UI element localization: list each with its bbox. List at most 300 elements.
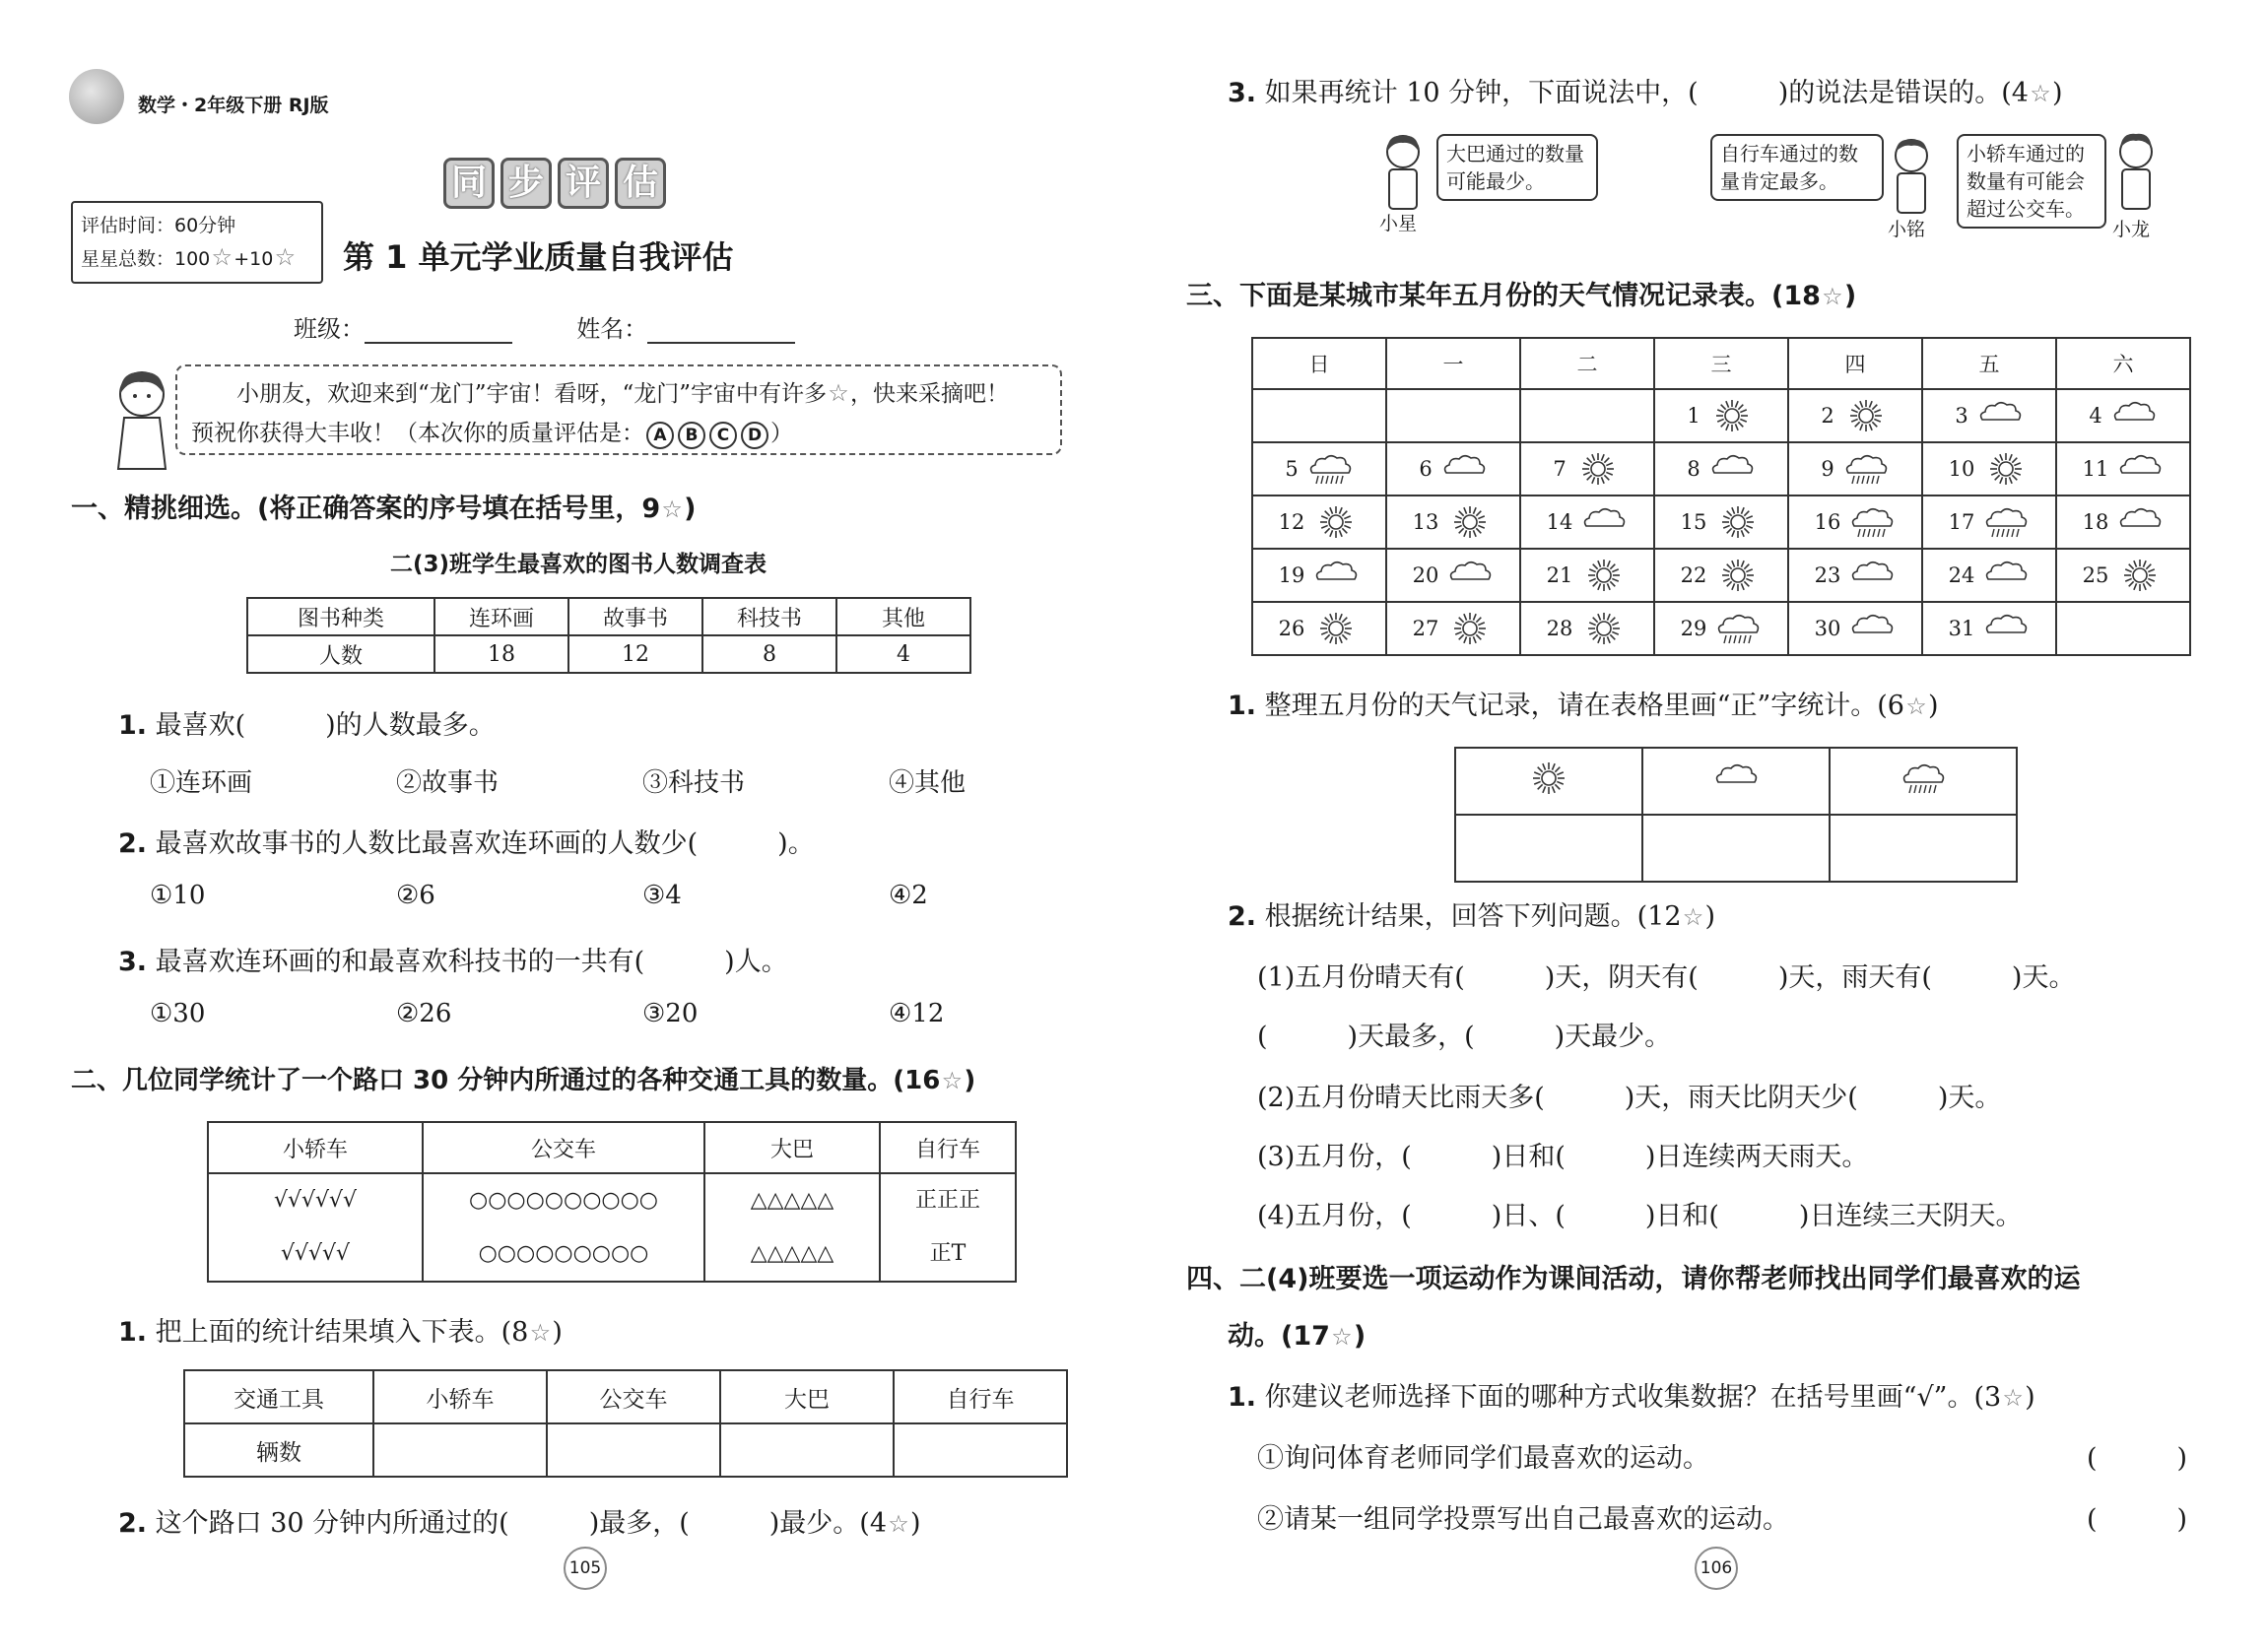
day-content — [2057, 504, 2189, 540]
question-number: 1. — [118, 1317, 148, 1348]
calendar-day-cell — [1654, 549, 1788, 602]
weather-tally-table — [1454, 747, 2018, 883]
speech-bubble: 自行车通过的数量肯定最多。 — [1710, 134, 1884, 201]
day-content — [1789, 611, 1921, 646]
table-cell: 连环画 — [434, 598, 568, 635]
table-cell — [880, 1173, 1016, 1282]
cloud-icon — [1712, 760, 1760, 796]
intro-speech-bubble — [175, 364, 1062, 455]
calendar-day-cell — [1788, 442, 1922, 496]
option[interactable]: ③20 — [642, 999, 699, 1028]
calendar-day-cell — [1788, 389, 1922, 442]
day-number: 9 — [1821, 457, 1834, 481]
day-number: 28 — [1546, 617, 1573, 640]
day-content — [1655, 611, 1787, 646]
banner-char: 评 — [558, 158, 609, 209]
day-content — [1521, 558, 1653, 593]
options-1-3 — [150, 999, 1036, 1028]
grade-c[interactable]: C — [709, 422, 737, 449]
calendar-day-cell — [1386, 389, 1520, 442]
option-4-1-1: ①询问体育老师同学们最喜欢的运动。 — [1257, 1443, 1709, 1474]
sub-question-1b: ( )天最多，( )天最少。 — [1257, 1022, 1672, 1052]
cloud-icon — [1312, 558, 1360, 593]
cloud-icon — [1982, 611, 2030, 646]
table-row — [184, 1423, 1067, 1477]
calendar-day-cell — [1654, 442, 1788, 496]
day-number: 27 — [1412, 617, 1439, 640]
calendar-day-cell — [1386, 602, 1520, 655]
day-content — [1923, 558, 2055, 593]
question-text: 最喜欢连环画的和最喜欢科技书的一共有( )人。 — [155, 947, 788, 977]
table-cell — [1455, 748, 1642, 815]
speech-bubble: 小轿车通过的数量有可能会超过公交车。 — [1957, 134, 2106, 229]
option[interactable]: ④其他 — [889, 768, 967, 798]
sun-icon — [1580, 611, 1628, 646]
table-row — [1252, 602, 2190, 655]
calendar-day-cell — [1654, 496, 1788, 549]
sub-question-3: (3)五月份，( )日和( )日连续两天雨天。 — [1257, 1142, 1869, 1172]
star-icon: ☆ — [828, 379, 849, 407]
day-content — [1655, 451, 1787, 487]
intro-text-end: ） — [770, 421, 793, 446]
section2-title-text: 二、几位同学统计了一个路口 30 分钟内所通过的各种交通工具的数量。(16 — [71, 1066, 941, 1095]
section2-title — [71, 1060, 975, 1096]
day-content — [1789, 398, 1921, 433]
calendar-day-cell — [1922, 496, 2056, 549]
calendar-day-cell — [1252, 602, 1386, 655]
day-number: 3 — [1955, 404, 1968, 428]
kid-xiaoxing-icon — [1375, 130, 1431, 215]
answer-cell[interactable] — [720, 1423, 894, 1477]
table-cell — [423, 1173, 704, 1282]
day-number: 6 — [1419, 457, 1433, 481]
cloud-icon — [1848, 558, 1896, 593]
sun-icon — [1312, 611, 1360, 646]
table-cell: 4 — [836, 635, 970, 673]
intro-text-c: 预祝你获得大丰收！（本次你的质量评估是： — [191, 421, 644, 446]
table-cell: 其他 — [836, 598, 970, 635]
option[interactable]: ③4 — [642, 881, 682, 910]
book-survey-table — [246, 597, 971, 674]
tally-marks: ○○○○○○○○○○ — [469, 1188, 658, 1213]
right-page — [1133, 0, 2267, 1652]
question-2-3 — [1228, 71, 2063, 109]
rain-cloud-icon — [1842, 451, 1890, 487]
table-row — [184, 1370, 1067, 1423]
girl-avatar-icon — [106, 366, 177, 475]
cloud-icon — [2116, 451, 2164, 487]
question-text: 最喜欢故事书的人数比最喜欢连环画的人数少( )。 — [155, 828, 815, 859]
table-cell: 辆数 — [184, 1423, 373, 1477]
calendar-day-cell — [1386, 496, 1520, 549]
section4-title2-end: ) — [1353, 1321, 1367, 1352]
cloud-icon — [2110, 398, 2158, 433]
intro-line1 — [191, 374, 1046, 414]
day-content — [1789, 451, 1921, 487]
sun-icon — [1842, 398, 1890, 433]
question-2-2 — [118, 1501, 921, 1540]
cloud-icon — [1712, 773, 1760, 803]
day-number: 21 — [1546, 563, 1573, 587]
table-row — [1252, 496, 2190, 549]
star-icon: ☆ — [888, 1510, 909, 1538]
question-text-end: ) — [1704, 901, 1716, 932]
banner-char: 同 — [443, 158, 495, 209]
answer-cell[interactable] — [373, 1423, 547, 1477]
calendar-day-cell — [1520, 602, 1654, 655]
question-text: 根据统计结果，回答下列问题。(12 — [1264, 901, 1682, 932]
cloud-icon — [1848, 611, 1896, 646]
day-content — [1655, 558, 1787, 593]
table-cell: 故事书 — [568, 598, 702, 635]
star-icon: ☆ — [941, 1067, 964, 1094]
day-number: 2 — [1821, 404, 1834, 428]
calendar-day-cell — [2056, 549, 2190, 602]
star-icon: ☆ — [1682, 903, 1704, 931]
calendar-day-cell — [1520, 389, 1654, 442]
question-text: 把上面的统计结果填入下表。(8 — [155, 1317, 529, 1348]
cloud-icon — [2116, 504, 2164, 540]
calendar-day-cell — [2056, 442, 2190, 496]
table-cell: 公交车 — [423, 1122, 704, 1173]
cloud-icon — [1982, 558, 2030, 593]
option[interactable]: ①30 — [150, 999, 206, 1028]
option[interactable]: ①连环画 — [150, 768, 253, 798]
kid-name: 小铭 — [1888, 219, 1926, 240]
day-number: 31 — [1948, 617, 1975, 640]
sun-icon — [1574, 451, 1622, 487]
day-number: 20 — [1412, 563, 1439, 587]
day-content — [1521, 451, 1653, 487]
question-text-end: ) — [910, 1508, 921, 1539]
kid-xiaolong-icon — [2108, 130, 2164, 215]
day-content — [1923, 451, 2055, 487]
weekday-header: 日 — [1252, 338, 1386, 389]
day-content — [1387, 558, 1519, 593]
day-content — [1923, 611, 2055, 646]
question-text-end: ) — [1927, 691, 1939, 721]
answer-cell[interactable] — [1642, 815, 1830, 882]
answer-cell[interactable] — [1830, 815, 2017, 882]
sun-icon — [1714, 504, 1762, 540]
eval-info-box — [71, 201, 323, 284]
section1-title — [71, 487, 696, 525]
calendar-day-cell — [1788, 602, 1922, 655]
table-cell: 公交车 — [547, 1370, 720, 1423]
intro-text-b: ，快来采摘吧！ — [850, 381, 1010, 407]
table-cell: 科技书 — [702, 598, 836, 635]
tally-marks: √√√√√√ — [273, 1188, 358, 1213]
calendar-day-cell — [2056, 602, 2190, 655]
question-1-3 — [118, 940, 788, 978]
question-number: 1. — [1228, 1382, 1257, 1413]
tally-marks: √√√√√ — [280, 1241, 351, 1266]
day-content — [2057, 398, 2189, 433]
class-label: 班级： — [294, 315, 365, 343]
calendar-day-cell — [1788, 549, 1922, 602]
question-number: 1. — [118, 710, 148, 741]
option[interactable]: ③科技书 — [642, 768, 746, 798]
section3-title-text: 三、下面是某城市某年五月份的天气情况记录表。(18 — [1186, 281, 1821, 311]
day-number: 1 — [1687, 404, 1700, 428]
table-cell: 交通工具 — [184, 1370, 373, 1423]
question-3-1 — [1228, 684, 1939, 722]
day-number: 29 — [1680, 617, 1707, 640]
question-number: 2. — [118, 828, 148, 859]
section3-title — [1186, 274, 1856, 312]
question-3-2 — [1228, 894, 1715, 933]
section4-title: 四、二(4)班要选一项运动作为课间活动，请你帮老师找出同学们最喜欢的运 — [1186, 1264, 2081, 1294]
question-number: 2. — [1228, 901, 1257, 932]
day-number: 4 — [2089, 404, 2102, 428]
calendar-day-cell — [1520, 496, 1654, 549]
table-row — [247, 635, 970, 673]
answer-paren[interactable]: ( ) — [2087, 1443, 2188, 1474]
day-content — [1789, 558, 1921, 593]
table-row — [208, 1122, 1016, 1173]
calendar-day-cell — [1654, 389, 1788, 442]
cloud-icon — [1708, 451, 1756, 487]
day-number: 25 — [2082, 563, 2109, 587]
table-cell — [1642, 748, 1830, 815]
speech-bubble: 大巴通过的数量可能最少。 — [1436, 134, 1598, 201]
options-1-1 — [150, 762, 1036, 799]
question-1-1 — [118, 703, 496, 742]
calendar-day-cell — [1922, 602, 2056, 655]
calendar-day-cell — [1386, 442, 1520, 496]
name-blank[interactable] — [647, 320, 795, 344]
calendar-day-cell — [1252, 496, 1386, 549]
intro-line2 — [191, 414, 1046, 453]
sun-icon — [1525, 760, 1572, 796]
eval-time: 评估时间：60分钟 — [81, 215, 236, 236]
day-number: 14 — [1546, 510, 1573, 534]
question-text: 最喜欢( )的人数最多。 — [155, 710, 496, 741]
table-cell: 12 — [568, 635, 702, 673]
weekday-header: 四 — [1788, 338, 1922, 389]
star-icon: ☆ — [661, 496, 683, 523]
rain-cloud-icon — [1306, 451, 1354, 487]
option[interactable]: ②6 — [396, 881, 435, 910]
table-cell: 自行车 — [894, 1370, 1067, 1423]
sun-icon — [2116, 558, 2164, 593]
options-1-2 — [150, 881, 1036, 910]
intro-text-a: 小朋友，欢迎来到“龙门”宇宙！看呀，“龙门”宇宙中有许多 — [236, 381, 828, 407]
day-content — [1923, 398, 2055, 433]
section4-title2-text: 动。(17 — [1228, 1321, 1330, 1352]
day-number: 16 — [1814, 510, 1841, 534]
calendar-day-cell — [1788, 496, 1922, 549]
weather-body — [1252, 389, 2190, 655]
day-number: 30 — [1814, 617, 1841, 640]
class-blank[interactable] — [365, 320, 512, 344]
unit-title: 第 1 单元学业质量自我评估 — [343, 238, 734, 276]
section4-title-line2 — [1228, 1314, 1366, 1353]
calendar-day-cell — [1520, 442, 1654, 496]
question-1-2 — [118, 822, 815, 860]
day-number: 12 — [1278, 510, 1305, 534]
sub-question-1a: (1)五月份晴天有( )天，阴天有( )天，雨天有( )天。 — [1257, 962, 2076, 993]
option[interactable]: ②26 — [396, 999, 452, 1028]
star-icon: ☆ — [2030, 80, 2051, 107]
star-icon: ☆ — [2002, 1384, 2024, 1412]
book-title: 数学・2年级下册 RJ版 — [138, 95, 329, 116]
traffic-tally-table — [207, 1121, 1017, 1283]
table-row — [1455, 815, 2017, 882]
grade-d[interactable]: D — [741, 422, 768, 449]
day-number: 8 — [1687, 457, 1700, 481]
section3-title-end: ) — [1843, 281, 1857, 311]
traffic-fill-table — [183, 1369, 1068, 1478]
rain-cloud-icon — [1900, 773, 1947, 803]
table-cell: 小轿车 — [373, 1370, 547, 1423]
table-cell — [704, 1173, 880, 1282]
section2-title-end: ) — [964, 1066, 976, 1095]
banner-char: 估 — [615, 158, 666, 209]
rain-cloud-icon — [1982, 504, 2030, 540]
option[interactable]: ②故事书 — [396, 768, 500, 798]
table-cell: 18 — [434, 635, 568, 673]
question-number: 3. — [1228, 78, 1257, 108]
calendar-day-cell — [1654, 602, 1788, 655]
page-number-left: 105 — [564, 1547, 607, 1590]
calendar-day-cell — [1252, 549, 1386, 602]
calendar-day-cell — [2056, 389, 2190, 442]
sun-icon — [1708, 398, 1756, 433]
option[interactable]: ①10 — [150, 881, 206, 910]
day-content — [1387, 504, 1519, 540]
day-content — [1521, 611, 1653, 646]
table-cell: 大巴 — [704, 1122, 880, 1173]
day-number: 13 — [1412, 510, 1439, 534]
day-content — [1387, 451, 1519, 487]
table-row — [1252, 389, 2190, 442]
tongbu-banner — [443, 158, 666, 209]
answer-cell[interactable] — [547, 1423, 720, 1477]
day-number: 15 — [1680, 510, 1707, 534]
day-content — [1789, 504, 1921, 540]
table-cell: 人数 — [247, 635, 434, 673]
table-cell: 自行车 — [880, 1122, 1016, 1173]
table-row — [1252, 549, 2190, 602]
day-number: 18 — [2082, 510, 2109, 534]
day-number: 11 — [2082, 457, 2109, 481]
day-content — [1655, 398, 1787, 433]
day-number: 5 — [1285, 457, 1299, 481]
sun-icon — [1580, 558, 1628, 593]
tally-marks: △△△△△ — [750, 1188, 834, 1213]
question-number: 1. — [1228, 691, 1257, 721]
table-row — [1252, 338, 2190, 389]
grade-b[interactable]: B — [678, 422, 705, 449]
cloud-icon — [1976, 398, 2024, 433]
cloud-icon — [1440, 451, 1488, 487]
question-text-end: ) — [552, 1317, 563, 1348]
question-number: 2. — [118, 1508, 148, 1539]
tally-marks: 正正正 — [914, 1188, 980, 1213]
rain-cloud-icon — [1848, 504, 1896, 540]
kid-xiaoming-icon — [1884, 134, 1939, 219]
question-number: 3. — [118, 947, 148, 977]
tally-marks: 正T — [929, 1241, 967, 1266]
sun-icon — [1446, 504, 1494, 540]
logo-icon — [69, 69, 124, 124]
star-icon: ☆ — [274, 243, 297, 271]
cloud-icon — [1580, 504, 1628, 540]
tally-marks: ○○○○○○○○○ — [478, 1241, 649, 1266]
banner-char: 步 — [500, 158, 552, 209]
star-total-line — [81, 242, 313, 276]
calendar-day-cell — [1520, 549, 1654, 602]
star-icon: ☆ — [1905, 693, 1927, 720]
question-text: 这个路口 30 分钟内所通过的( )最多，( )最少。(4 — [155, 1508, 888, 1539]
option-4-1-2: ②请某一组同学投票写出自己最喜欢的运动。 — [1257, 1504, 1789, 1535]
answer-cell[interactable] — [894, 1423, 1067, 1477]
table-cell: 图书种类 — [247, 598, 434, 635]
table-row — [247, 598, 970, 635]
table-cell — [1830, 748, 2017, 815]
day-content — [2057, 451, 2189, 487]
section1-title-text: 一、精挑细选。(将正确答案的序号填在括号里，9 — [71, 494, 661, 524]
option[interactable]: ④2 — [889, 881, 928, 910]
calendar-day-cell — [1922, 389, 2056, 442]
calendar-day-cell — [1386, 549, 1520, 602]
sun-icon — [1982, 451, 2030, 487]
day-content — [1923, 504, 2055, 540]
answer-paren[interactable]: ( ) — [2087, 1504, 2188, 1535]
day-number: 10 — [1948, 457, 1975, 481]
star-icon: ☆ — [1331, 1323, 1353, 1351]
star-total: 星星总数：100 — [81, 248, 211, 270]
cloud-icon — [1446, 558, 1494, 593]
day-content — [1253, 504, 1385, 540]
star-icon: ☆ — [211, 243, 233, 271]
calendar-day-cell — [1252, 389, 1386, 442]
day-content — [1253, 451, 1385, 487]
day-number: 7 — [1553, 457, 1567, 481]
kid-name: 小龙 — [2112, 219, 2151, 240]
calendar-day-cell — [1922, 549, 2056, 602]
weekday-header: 六 — [2056, 338, 2190, 389]
option[interactable]: ④12 — [889, 999, 945, 1028]
weekday-header: 二 — [1520, 338, 1654, 389]
day-number: 23 — [1814, 563, 1841, 587]
section1-title-end: ) — [684, 494, 697, 524]
sun-icon — [1714, 558, 1762, 593]
weather-calendar-table — [1251, 337, 2191, 656]
day-number: 17 — [1948, 510, 1975, 534]
grade-a[interactable]: A — [646, 422, 674, 449]
sun-icon — [1446, 611, 1494, 646]
rain-cloud-icon — [1714, 611, 1762, 646]
weekday-header: 三 — [1654, 338, 1788, 389]
day-content — [2057, 558, 2189, 593]
name-label: 姓名： — [576, 315, 648, 343]
star-extra: +10 — [233, 248, 274, 270]
question-2-1 — [118, 1310, 563, 1349]
tally-marks: △△△△△ — [750, 1241, 834, 1266]
table-row — [1252, 442, 2190, 496]
answer-cell[interactable] — [1455, 815, 1642, 882]
table-row — [208, 1173, 1016, 1282]
calendar-day-cell — [1922, 442, 2056, 496]
calendar-day-cell — [2056, 496, 2190, 549]
star-icon: ☆ — [529, 1319, 552, 1347]
day-content — [1521, 504, 1653, 540]
question-text: 整理五月份的天气记录，请在表格里画“正”字统计。(6 — [1264, 691, 1904, 721]
sub-question-4: (4)五月份，( )日、( )日和( )日连续三天阴天。 — [1257, 1201, 2023, 1231]
book-table-title: 二(3)班学生最喜欢的图书人数调查表 — [390, 552, 767, 577]
